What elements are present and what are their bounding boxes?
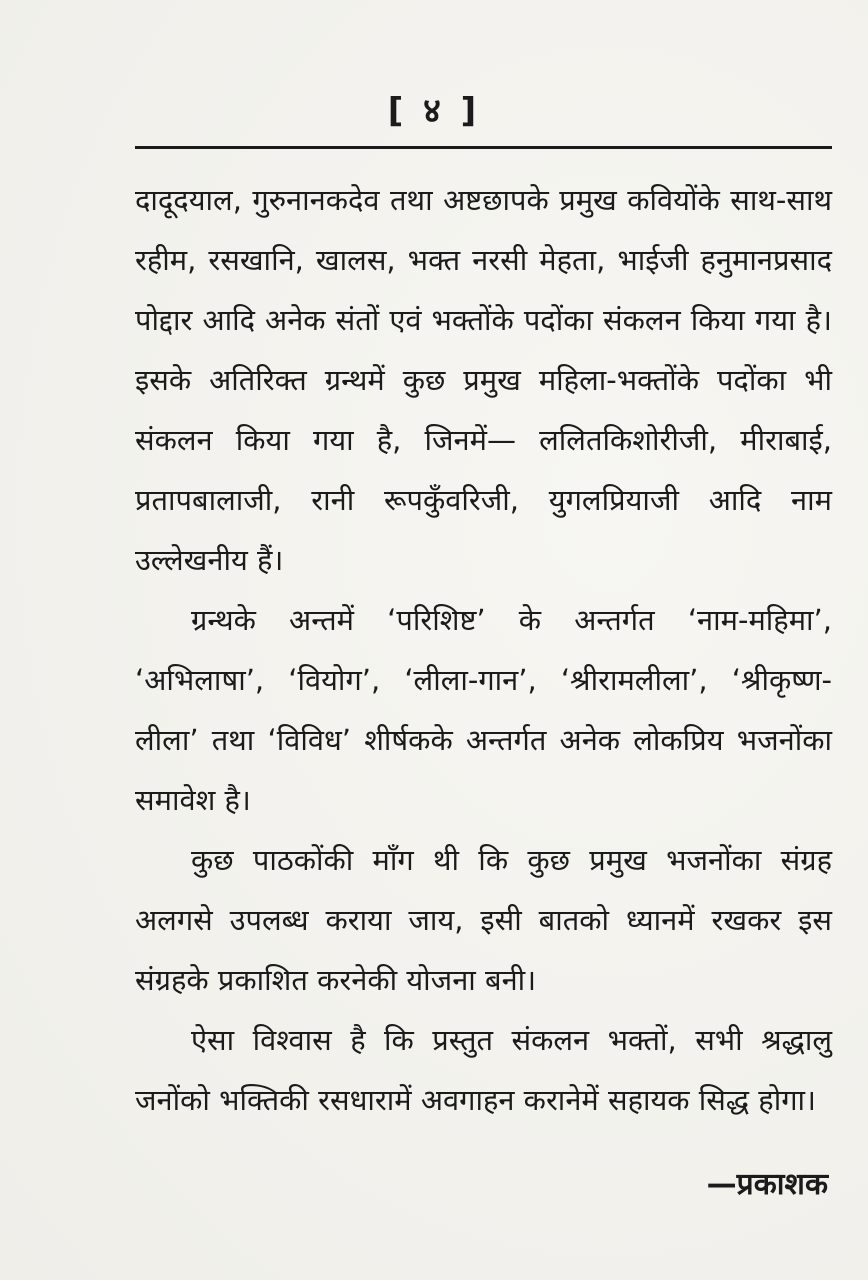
paragraph-2: ग्रन्थके अन्तमें ‘परिशिष्ट’ के अन्तर्गत ‘नाम-महिमा’, ‘अभिलाषा’, ‘वियोग’, ‘लीला-गान’, ‘श्रीरामलीला’, ‘श्रीकृष्ण-लीला’ तथा ‘विविध’ शीर्षकके अन्तर्गत अनेक लोकप्रिय भजनोंका समावेश है।	[135, 603, 832, 817]
header-rule	[135, 146, 832, 149]
paragraph-3: कुछ पाठकोंकी माँग थी कि कुछ प्रमुख भजनोंका संग्रह अलगसे उपलब्ध कराया जाय, इसी बातको ध्यानमें रखकर इस संग्रहके प्रकाशित करनेकी योजना बनी।	[135, 843, 832, 997]
page-number: [ ४ ]	[387, 91, 481, 131]
body-text	[135, 170, 832, 1130]
publisher-signature: —प्रकाशक	[706, 1167, 828, 1202]
paragraph-1: दादूदयाल, गुरुनानकदेव तथा अष्टछापके प्रमुख कवियोंके साथ-साथ रहीम, रसखानि, खालस, भक्त नरसी मेहता, भाईजी हनुमानप्रसाद पोद्दार आदि अनेक संतों एवं भक्तोंके पदोंका संकलन किया गया है। इसके अतिरिक्त ग्रन्थमें कुछ प्रमुख महिला-भक्तोंके पदोंका भी संकलन किया गया है, जिनमें— ललितकिशोरीजी, मीराबाई, प्रतापबालाजी, रानी रूपकुँवरिजी, युगलप्रियाजी आदि नाम उल्लेखनीय हैं।	[135, 183, 832, 577]
paragraph-4: ऐसा विश्वास है कि प्रस्तुत संकलन भक्तों, सभी श्रद्धालु जनोंको भक्तिकी रसधारामें अवगाहन करानेमें सहायक सिद्ध होगा।	[135, 1023, 832, 1117]
